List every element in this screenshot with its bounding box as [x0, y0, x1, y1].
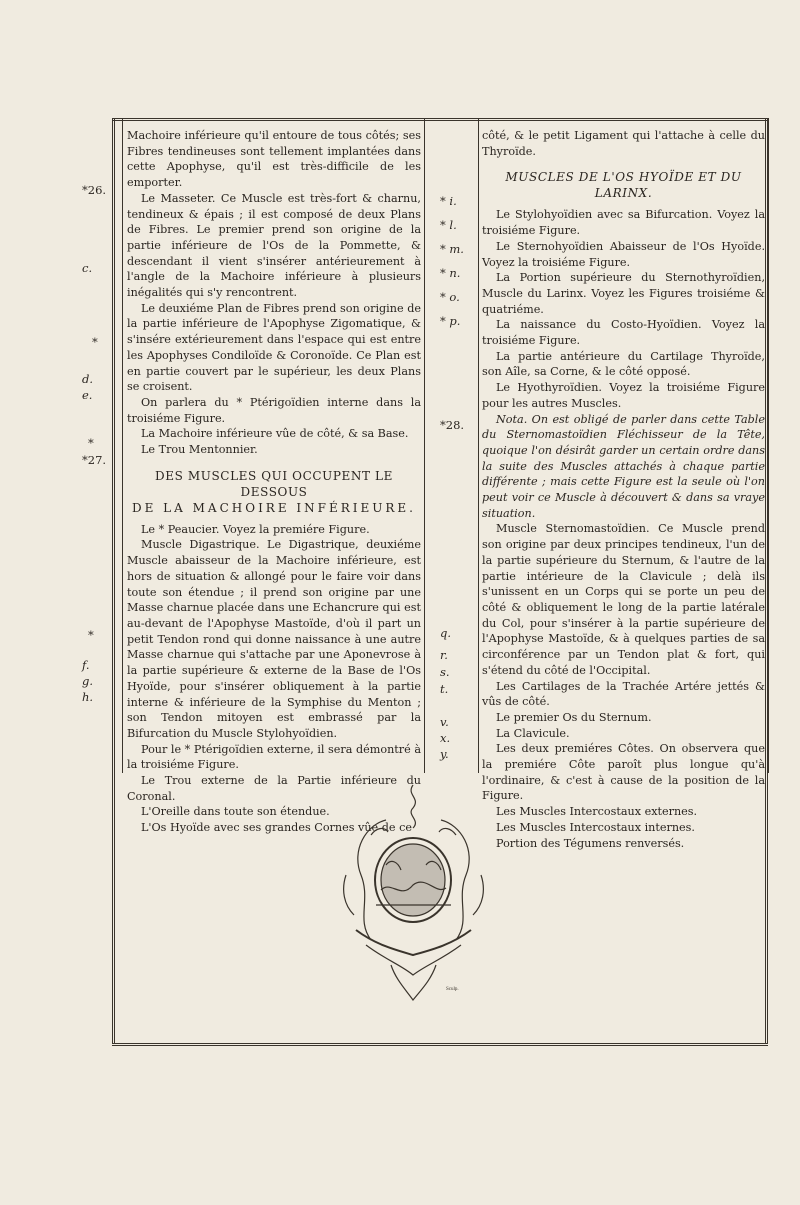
paragraph: Le Sternohyoïdien Abaisseur de l'Os Hyoïde. Voyez la troisiéme Figure.	[482, 239, 765, 269]
margin-note: t.	[440, 682, 449, 696]
paragraph: La Portion supérieure du Sternothyroïdien, Muscle du Larinx. Voyez les Figures troisiéme & quatriéme.	[482, 271, 765, 316]
paragraph: côté, & le petit Ligament qui l'attache à celle du Thyroïde.	[482, 129, 765, 158]
column-rule	[424, 118, 425, 773]
nota-paragraph: Nota. On est obligé de parler dans cette Table du Sternomastoïdien Fléchisseur de la Tête, quoique l'on désirât garder un certain ordre dans la suite des Muscles attachés à chaque partie différente ; mais cette Figure est la seule où l'on peut voir ce Muscle à découvert & dans sa vraye situation.	[482, 412, 765, 520]
ornamental-vignette	[326, 780, 501, 1005]
paragraph-sternomastoidien: Muscle Sternomastoïdien. Ce Muscle prend son origine par deux principes tendineux, l'un de la partie supérieure du Sternum, & l'autre de la partie intérieure de la Clavicule ; delà ils s'unissent en un Corps qui se porte un peu de côté & obliquement le long de la partie latérale du Col, pour s'insérer à la partie supérieure de l'Apophyse Mastoïde, & à quelques parties de sa circonférence par un Tendon plat & fort, qui s'étend du côté de l'Occipital.	[482, 522, 765, 677]
vignette-signature: Sculp.	[446, 987, 459, 992]
margin-note: c.	[82, 261, 93, 275]
paragraph: Le Trou Mentonnier.	[141, 443, 258, 457]
margin-note: r.	[440, 648, 448, 662]
margin-note: e.	[82, 388, 93, 402]
paragraph: L'Os Hyoïde avec ses grandes Cornes vûe de ce	[141, 821, 412, 835]
margin-note: y.	[440, 747, 449, 761]
margin-note: * n.	[440, 266, 461, 280]
paragraph: Le Trou externe de la Partie inférieure du Coronal.	[127, 774, 421, 803]
left-text-column	[127, 128, 421, 836]
paragraph: Le Hyothyroïdien. Voyez la troisiéme Figure pour les autres Muscles.	[482, 381, 765, 410]
paragraph: La partie antérieure du Cartilage Thyroïde, son Aîle, sa Corne, & le côté opposé.	[482, 349, 765, 379]
margin-note: g.	[82, 674, 94, 688]
margin-note: *	[88, 628, 94, 642]
paragraph: Le premier Os du Sternum.	[496, 710, 652, 724]
margin-note: s.	[440, 665, 450, 679]
page-rule-left	[112, 118, 115, 1043]
paragraph: Les Muscles Intercostaux internes.	[496, 820, 695, 834]
margin-note: d.	[82, 372, 94, 386]
paragraph: La Machoire inférieure vûe de côté, & sa Base.	[141, 427, 409, 441]
margin-note: * m.	[440, 242, 464, 256]
paragraph: Les deux premiéres Côtes. On observera que la premiére Côte paroît plus longue qu'à l'ordinaire, & c'est à cause de la position de la Figure.	[482, 742, 765, 803]
section-title-line: DE LA MACHOIRE INFÉRIEURE.	[131, 500, 416, 515]
column-rule	[478, 118, 479, 773]
section-title: MUSCLES DE L'OS HYOÏDE ET DU LARINX.	[505, 170, 742, 201]
column-rule	[122, 118, 123, 773]
paragraph: Les Cartilages de la Trachée Artére jettés & vûs de côté.	[482, 679, 765, 709]
column-rule	[768, 118, 769, 773]
margin-note: *	[92, 335, 98, 349]
margin-note: *	[88, 436, 94, 450]
margin-note: *28.	[440, 418, 465, 432]
margin-note: * l.	[440, 218, 457, 232]
page-edge-top	[112, 118, 768, 121]
paragraph-digastrique: Muscle Digastrique. Le Digastrique, deuxiéme Muscle abaisseur de la Machoire inférieure, est hors de situation & allongé pour le faire voir dans toute son étendue ; il prend son origine par une Masse charnue placée dans une Echancrure qui est au-devant de l'Apophyse Mastoïde, d'où il part un petit Tendon rond qui donne naissance à une autre Masse charnue qui s'attache par une Aponevrose à la partie supérieure & externe de la Base de l'Os Hyoïde, pour s'insérer obliquement à la partie interne & inférieure de la Symphise du Menton ; son Tendon mitoyen est embrassé par la Bifurcation du Muscle Stylohyoïdien.	[127, 538, 421, 740]
margin-note: * i.	[440, 194, 457, 208]
right-text-column	[482, 128, 765, 851]
margin-note: *26.	[82, 183, 107, 197]
page-edge-bottom	[112, 1043, 768, 1046]
paragraph: Pour le * Ptérigoïdien externe, il sera démontré à la troisiéme Figure.	[127, 742, 421, 772]
margin-note: f.	[82, 658, 90, 672]
margin-note: h.	[82, 690, 94, 704]
paragraph: Portion des Tégumens renversés.	[496, 836, 685, 850]
paragraph-masseter: Le Masseter. Ce Muscle est très-fort & charnu, tendineux & épais ; il est composé de deux Plans de Fibres. Le premier prend son origine de la partie inférieure de l'Os de la Pommette, & descendant il vient s'insérer antérieurement à l'angle de la Machoire inférieure à plusieurs inégalités qui s'y rencontrent.	[127, 191, 421, 300]
margin-note: *27.	[82, 453, 107, 467]
paragraph: Machoire inférieure qu'il entoure de tous côtés; ses Fibres tendineuses sont tellement implantées dans cette Apophyse, qu'il est très-difficile de les emporter.	[127, 129, 421, 190]
paragraph: Les Muscles Intercostaux externes.	[496, 805, 698, 819]
section-title-line: DES MUSCLES QUI OCCUPENT LE DESSOUS	[155, 468, 393, 499]
paragraph: Le deuxiéme Plan de Fibres prend son origine de la partie inférieure de l'Apophyse Zigomatique, & s'insére extérieurement dans l'espace qui est entre les Apophyses Condiloïde & Coronoïde. Ce Plan est en partie couvert par le supérieur, les deux Plans se croisent.	[127, 301, 421, 394]
section-title	[127, 468, 421, 516]
paragraph: Le Stylohyoïdien avec sa Bifurcation. Voyez la troisiéme Figure.	[482, 208, 765, 238]
paragraph: La naissance du Costo-Hyoïdien. Voyez la troisiéme Figure.	[482, 318, 765, 348]
margin-note: v.	[440, 715, 449, 729]
paragraph: On parlera du * Ptérigoïdien interne dans la troisiéme Figure.	[127, 395, 421, 425]
margin-note: * o.	[440, 290, 460, 304]
paragraph: L'Oreille dans toute son étendue.	[141, 805, 330, 819]
margin-note: * p.	[440, 314, 461, 328]
margin-note: q.	[440, 626, 452, 640]
paragraph: La Clavicule.	[496, 726, 570, 740]
paragraph: Le * Peaucier. Voyez la premiére Figure.	[141, 522, 370, 536]
vignette-engraving	[326, 780, 501, 1005]
margin-note: x.	[440, 731, 451, 745]
